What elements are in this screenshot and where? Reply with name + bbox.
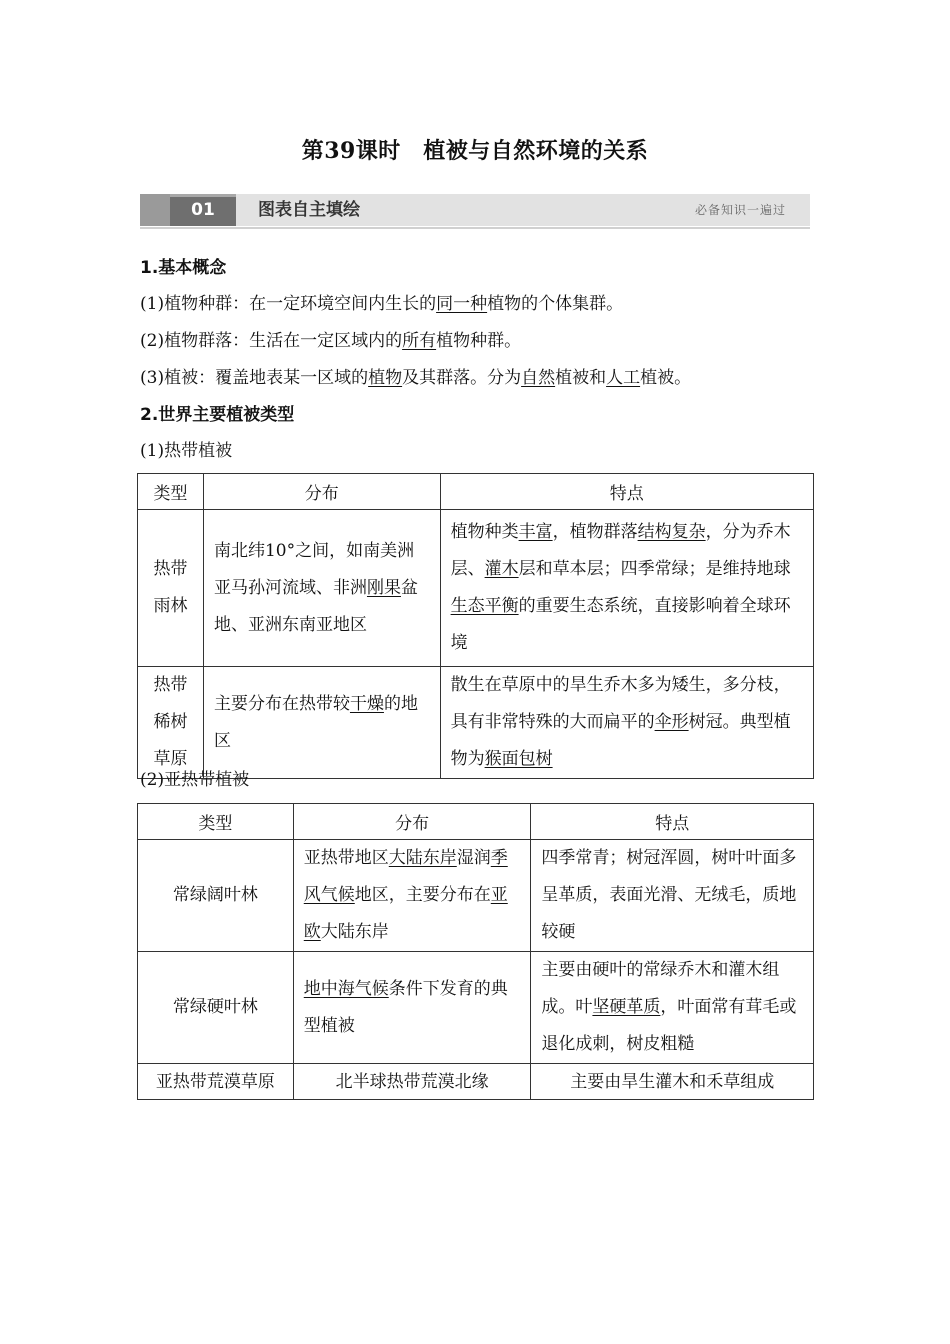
banner-number: 01 bbox=[170, 194, 236, 226]
table-row bbox=[138, 840, 814, 952]
blank-answer: 植物 bbox=[368, 368, 403, 388]
type-cell: 热带稀树草原 bbox=[138, 667, 204, 779]
distribution-cell: 主要分布在热带较干燥的地区 bbox=[203, 667, 440, 779]
tropical-subheading: (1)热带植被 bbox=[140, 441, 233, 461]
distribution-cell: 南北纬10°之间，如南美洲亚马孙河流域、非洲刚果盆地、亚洲东南亚地区 bbox=[203, 510, 440, 667]
type-cell: 常绿硬叶林 bbox=[138, 952, 294, 1064]
concept-community: (2)植物群落：生活在一定区域内的所有植物种群。 bbox=[140, 331, 522, 351]
table-row bbox=[138, 952, 814, 1064]
header-distribution: 分布 bbox=[203, 474, 440, 510]
blank-answer: 所有 bbox=[402, 331, 437, 351]
section1-heading: 1.基本概念 bbox=[140, 258, 227, 278]
table-row bbox=[138, 667, 814, 779]
banner-divider bbox=[140, 227, 810, 229]
type-cell: 热带雨林 bbox=[138, 510, 204, 667]
concept-population: (1)植物种群：在一定环境空间内生长的同一种植物的个体集群。 bbox=[140, 294, 624, 314]
section-banner bbox=[140, 194, 810, 226]
banner-tag: 必备知识一遍过 bbox=[694, 203, 786, 217]
section2-heading: 2.世界主要植被类型 bbox=[140, 405, 295, 425]
features-cell: 植物种类丰富，植物群落结构复杂，分为乔木层、灌木层和草本层；四季常绿；是维持地球生态平衡的重要生态系统，直接影响着全球环境 bbox=[440, 510, 813, 667]
subtropical-subheading: (2)亚热带植被 bbox=[140, 770, 250, 790]
features-cell: 四季常青；树冠浑圆，树叶叶面多呈革质，表面光滑、无绒毛，质地较硬 bbox=[531, 840, 814, 952]
subtropical-vegetation-table bbox=[137, 803, 814, 1100]
concept-vegetation: (3)植被：覆盖地表某一区域的植物及其群落。分为自然植被和人工植被。 bbox=[140, 368, 692, 388]
header-distribution: 分布 bbox=[293, 804, 531, 840]
features-cell: 散生在草原中的旱生乔木多为矮生，多分枝，具有非常特殊的大而扁平的伞形树冠。典型植物为猴面包树 bbox=[440, 667, 813, 779]
features-cell: 主要由旱生灌木和禾草组成 bbox=[531, 1064, 814, 1100]
banner-label: 图表自主填绘 bbox=[258, 200, 360, 220]
table-row bbox=[138, 510, 814, 667]
features-cell: 主要由硬叶的常绿乔木和灌木组成。叶坚硬革质，叶面常有茸毛或退化成刺，树皮粗糙 bbox=[531, 952, 814, 1064]
tropical-vegetation-table bbox=[137, 473, 814, 779]
table-header-row bbox=[138, 474, 814, 510]
table-row bbox=[138, 1064, 814, 1100]
header-type: 类型 bbox=[138, 804, 294, 840]
distribution-cell: 亚热带地区大陆东岸湿润季风气候地区，主要分布在亚欧大陆东岸 bbox=[293, 840, 531, 952]
distribution-cell: 地中海气候条件下发育的典型植被 bbox=[293, 952, 531, 1064]
banner-accent bbox=[140, 194, 170, 226]
header-features: 特点 bbox=[440, 474, 813, 510]
blank-answer: 自然 bbox=[521, 368, 556, 388]
header-features: 特点 bbox=[531, 804, 814, 840]
table-header-row bbox=[138, 804, 814, 840]
header-type: 类型 bbox=[138, 474, 204, 510]
type-cell: 亚热带荒漠草原 bbox=[138, 1064, 294, 1100]
blank-answer: 同一种 bbox=[436, 294, 488, 314]
blank-answer: 人工 bbox=[606, 368, 641, 388]
page-title: 第39课时 植被与自然环境的关系 bbox=[301, 138, 649, 164]
distribution-cell: 北半球热带荒漠北缘 bbox=[293, 1064, 531, 1100]
type-cell: 常绿阔叶林 bbox=[138, 840, 294, 952]
